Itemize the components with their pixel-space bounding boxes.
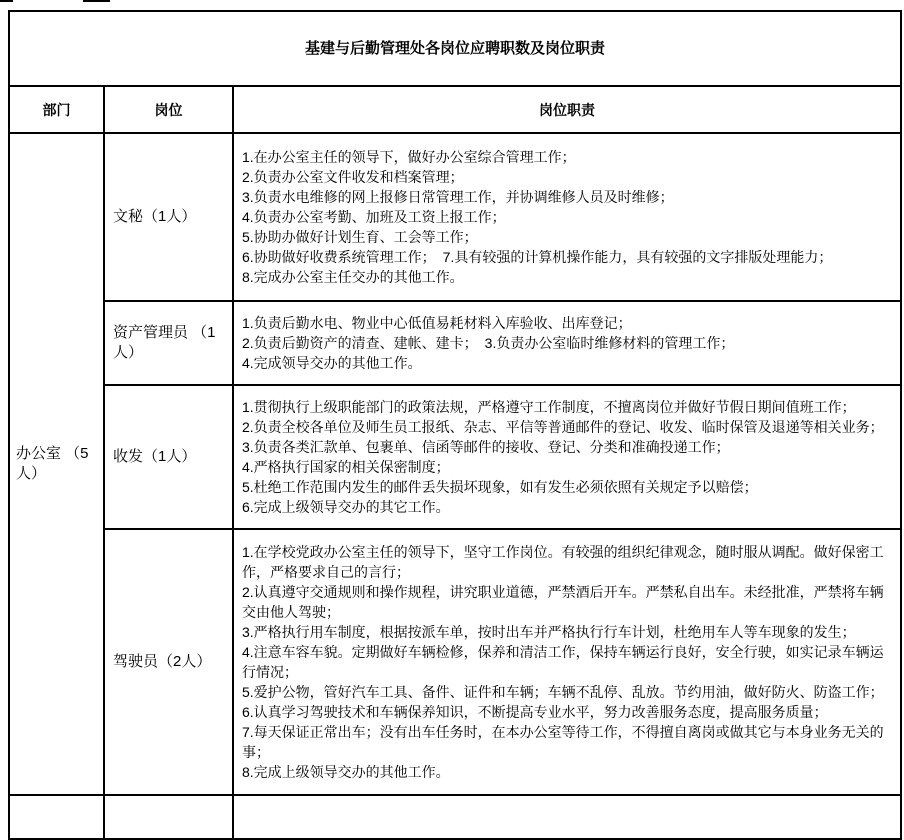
duty-item: 1.在学校党政办公室主任的领导下，坚守工作岗位。有较强的组织纪律观念，随时服从调配。做好保密工作，严格要求自己的言行；: [242, 544, 884, 580]
table-row: [9, 385, 901, 529]
empty-cell: [233, 795, 901, 839]
duty-item: 1.负责后勤水电、物业中心低值易耗材料入库验收、出库登记；: [242, 315, 632, 331]
duty-item: 4.注意车容车貌。定期做好车辆检修，保养和清洁工作，保持车辆运行良好，安全行驶，如实记录车辆运行情况；: [242, 644, 884, 680]
duty-item: 8.完成上级领导交办的其他工作。: [242, 764, 450, 780]
duty-item: 1.在办公室主任的领导下，做好办公室综合管理工作；: [242, 149, 576, 165]
duty-item: 5.杜绝工作范围内发生的邮件丢失损坏现象，如有发生必须依照有关规定予以赔偿；: [242, 479, 758, 495]
column-header-department: 部门: [9, 86, 104, 133]
duties-cell: [233, 133, 901, 301]
duty-item: 3.负责水电维修的网上报修日常管理工作，并协调维修人员及时维修；: [242, 189, 674, 205]
column-header-duties: 岗位职责: [233, 86, 901, 133]
duty-item: 4.完成领导交办的其他工作。: [242, 355, 422, 371]
column-header-post: 岗位: [104, 86, 233, 133]
table-title: 基建与后勤管理处各岗位应聘职数及岗位职责: [9, 11, 901, 86]
post-cell: 文秘（1人）: [104, 133, 233, 301]
table-row: [9, 301, 901, 385]
duty-item: 2.认真遵守交通规则和操作规程，讲究职业道德，严禁酒后开车。严禁私自出车。未经批准，严禁将车辆交由他人驾驶；: [242, 584, 884, 620]
duty-item: 5.爱护公物，管好汽车工具、备件、证件和车辆；车辆不乱停、乱放。节约用油，做好防火、防盗工作；: [242, 684, 884, 700]
duty-item: 6.认真学习驾驶技术和车辆保养知识，不断提高专业水平，努力改善服务态度，提高服务质量；: [242, 704, 828, 720]
duty-item: 3.负责各类汇款单、包裹单、信函等邮件的接收、登记、分类和准确投递工作；: [242, 439, 730, 455]
department-cell: 办公室 （5人）: [9, 133, 104, 795]
table-header-row: [9, 86, 901, 133]
post-cell: 资产管理员 （1人）: [104, 301, 233, 385]
duty-item: 4.严格执行国家的相关保密制度；: [242, 459, 450, 475]
empty-cell: [9, 795, 104, 839]
duties-cell: [233, 301, 901, 385]
cropped-next-row: [9, 795, 901, 839]
duties-cell: [233, 385, 901, 529]
duty-item: 3.严格执行用车制度，根据按派车单，按时出车并严格执行行车计划，杜绝用车人等车现象的发生；: [242, 624, 856, 640]
duty-item: 5.协助办做好计划生育、工会等工作；: [242, 229, 478, 245]
post-cell: 驾驶员（2人）: [104, 529, 233, 795]
table-row: [9, 529, 901, 795]
table-row: [9, 133, 901, 301]
duty-item: 6.完成上级领导交办的其它工作。: [242, 499, 450, 515]
duty-item: 7.每天保证正常出车；没有出车任务时，在本办公室等待工作，不得擅自离岗或做其它与本身业务无关的事；: [242, 724, 884, 760]
duty-item: 2.负责办公室文件收发和档案管理；: [242, 169, 464, 185]
table-title-row: [9, 11, 901, 86]
duties-cell: [233, 529, 901, 795]
cropped-border-artifact: [0, 0, 13, 2]
duty-item: 2.负责全校各单位及师生员工报纸、杂志、平信等普通邮件的登记、收发、临时保管及退递等相关业务；: [242, 419, 884, 435]
duty-item: 2.负责后勤资产的清查、建帐、建卡； 3.负责办公室临时维修材料的管理工作；: [242, 335, 735, 351]
empty-cell: [104, 795, 233, 839]
duty-item: 1.贯彻执行上级职能部门的政策法规，严格遵守工作制度，不擅离岗位并做好节假日期间值班工作；: [242, 399, 856, 415]
duty-item: 8.完成办公室主任交办的其他工作。: [242, 269, 464, 285]
job-duties-table: [8, 10, 902, 840]
post-cell: 收发（1人）: [104, 385, 233, 529]
cropped-border-artifact: [83, 0, 110, 2]
duty-item: 4.负责办公室考勤、加班及工资上报工作；: [242, 209, 506, 225]
duty-item: 6.协助做好收费系统管理工作； 7.具有较强的计算机操作能力，具有较强的文字排版处理能力；: [242, 249, 833, 265]
